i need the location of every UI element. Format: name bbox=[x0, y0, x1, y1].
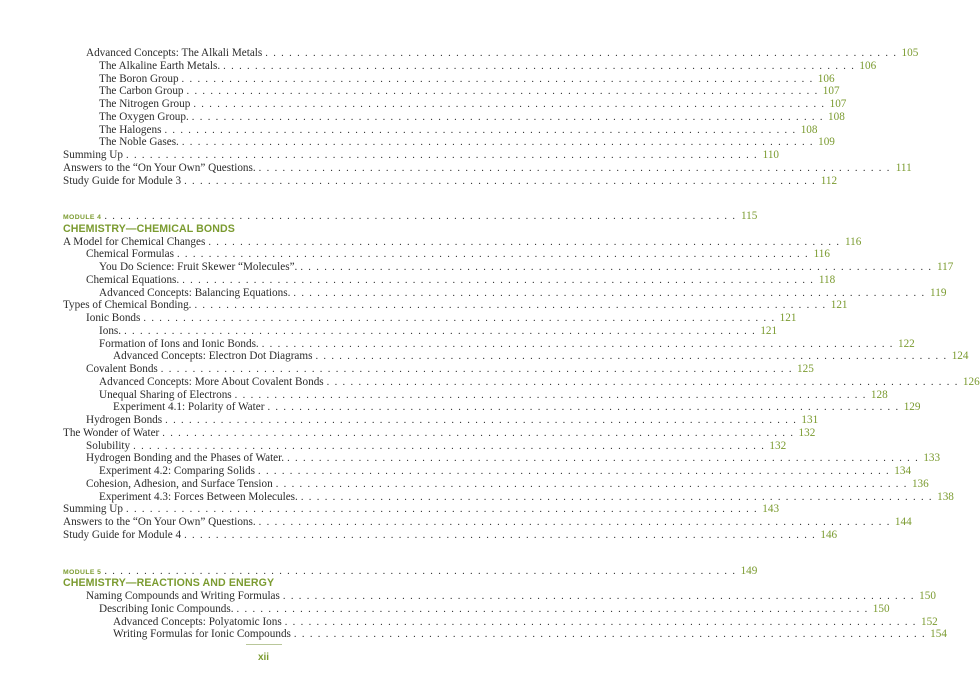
toc-page-number: 136 bbox=[911, 477, 929, 490]
toc-page-number: 150 bbox=[872, 602, 890, 615]
toc-entry-title: Advanced Concepts: Polyatomic Ions bbox=[113, 615, 282, 628]
toc-entry-title: Summing Up bbox=[63, 503, 123, 516]
toc-page-number: 154 bbox=[930, 628, 947, 641]
toc-page-number: 133 bbox=[923, 452, 941, 465]
dot-leader: . . . . . . . . . . . . . . . . . . . . . . . . . . . . . . . . . . . . . . . . . . . . . . . . . . . . . . . . . . . . . . . . . . . . . . . . . . . . . . . . bbox=[282, 591, 915, 603]
dot-leader: . . . . . . . . . . . . . . . . . . . . . . . . . . . . . . . . . . . . . . . . . . . . . . . . . . . . . . . . . . . . . . . . . . . . . . . . . . . . . . . . bbox=[287, 453, 920, 465]
dot-leader: . . . . . . . . . . . . . . . . . . . . . . . . . . . . . . . . . . . . . . . . . . . . . . . . . . . . . . . . . . . . . . . . . . . . . . . . . . . . . . . . bbox=[267, 402, 900, 414]
dot-leader: . . . . . . . . . . . . . . . . . . . . . . . . . . . . . . . . . . . . . . . . . . . . . . . . . . . . . . . . . . . . . . . . . . . . . . . . . . . . . . . . bbox=[261, 338, 894, 350]
toc-page-number: 116 bbox=[813, 248, 830, 261]
toc-page-number: 144 bbox=[894, 516, 912, 529]
toc-entry-title: Study Guide for Module 4 bbox=[63, 528, 182, 541]
dot-leader: . . . . . . . . . . . . . . . . . . . . . . . . . . . . . . . . . . . . . . . . . . . . . . . . . . . . . . . . . . . . . . . . . . . . . . . . . . . . . . . . bbox=[194, 300, 827, 312]
toc-entry-title: Writing Formulas for Ionic Compounds bbox=[113, 628, 291, 641]
dot-leader: . . . . . . . . . . . . . . . . . . . . . . . . . . . . . . . . . . . . . . . . . . . . . . . . . . . . . . . . . . . . . . . . . . . . . . . . . . . . . . . . bbox=[258, 517, 891, 529]
dot-leader: . . . . . . . . . . . . . . . . . . . . . . . . . . . . . . . . . . . . . . . . . . . . . . . . . . . . . . . . . . . . . . . . . . . . . . . . . . . . . . . . bbox=[223, 60, 856, 72]
toc-entry-title: Answers to the “On Your Own” Questions. bbox=[63, 516, 256, 529]
toc-entry-title: Advanced Concepts: Balancing Equations. bbox=[99, 286, 291, 299]
dot-leader: . . . . . . . . . . . . . . . . . . . . . . . . . . . . . . . . . . . . . . . . . . . . . . . . . . . . . . . . . . . . . . . . . . . . . . . . . . . . . . . . bbox=[284, 616, 917, 628]
toc-entry-title: The Noble Gases. bbox=[99, 136, 179, 149]
toc-entry-title: The Boron Group bbox=[99, 72, 179, 85]
dot-leader: . . . . . . . . . . . . . . . . . . . . . . . . . . . . . . . . . . . . . . . . . . . . . . . . . . . . . . . . . . . . . . . . . . . . . . . . . . . . . . . . bbox=[191, 111, 824, 123]
toc-entry-title: A Model for Chemical Changes bbox=[63, 235, 206, 248]
toc-entry-title: Naming Compounds and Writing Formulas bbox=[86, 590, 280, 603]
toc-entry-title: Experiment 4.1: Polarity of Water bbox=[113, 401, 265, 414]
toc-page-number: 118 bbox=[818, 273, 836, 286]
module-heading: CHEMISTRY—REACTIONS AND ENERGY bbox=[63, 577, 275, 590]
toc-entry-title: Types of Chemical Bonding. bbox=[63, 299, 192, 312]
toc-page-number: 121 bbox=[760, 324, 778, 337]
toc-entry-title: Experiment 4.3: Forces Between Molecules. bbox=[99, 490, 298, 503]
toc-page-number: 131 bbox=[801, 414, 819, 427]
toc-page-number: 110 bbox=[762, 149, 780, 161]
toc-page-number: 132 bbox=[798, 426, 816, 439]
toc-page-number: 121 bbox=[830, 299, 848, 312]
toc-page-number: 107 bbox=[822, 85, 840, 98]
dot-leader: . . . . . . . . . . . . . . . . . . . . . . . . . . . . . . . . . . . . . . . . . . . . . . . . . . . . . . . . . . . . . . . . . . . . . . . . . . . . . . . . bbox=[160, 364, 793, 376]
toc-entry-title: Advanced Concepts: The Alkali Metals bbox=[86, 47, 263, 59]
toc-entry-title: Solubility bbox=[86, 439, 131, 452]
toc-page-number: 111 bbox=[895, 161, 912, 174]
toc-page-number: 134 bbox=[894, 465, 912, 478]
toc-page-number: 125 bbox=[797, 363, 814, 376]
dot-leader: . . . . . . . . . . . . . . . . . . . . . . . . . . . . . . . . . . . . . . . . . . . . . . . . . . . . . . . . . . . . . . . . . . . . . . . . . . . . . . . . bbox=[104, 565, 737, 577]
dot-leader: . . . . . . . . . . . . . . . . . . . . . . . . . . . . . . . . . . . . . . . . . . . . . . . . . . . . . . . . . . . . . . . . . . . . . . . . . . . . . . . . bbox=[133, 440, 766, 452]
toc-page-number: 150 bbox=[919, 590, 936, 603]
toc-entry-title: The Nitrogen Group bbox=[99, 98, 191, 110]
dot-leader: . . . . . . . . . . . . . . . . . . . . . . . . . . . . . . . . . . . . . . . . . . . . . . . . . . . . . . . . . . . . . . . . . . . . . . . . . . . . . . . . bbox=[293, 629, 926, 641]
toc-page-number: 108 bbox=[800, 123, 818, 136]
toc-page-number: 106 bbox=[817, 72, 835, 85]
toc-page-number: 129 bbox=[903, 401, 921, 414]
dot-leader: . . . . . . . . . . . . . . . . . . . . . . . . . . . . . . . . . . . . . . . . . . . . . . . . . . . . . . . . . . . . . . . . . . . . . . . . . . . . . . . . bbox=[165, 415, 798, 427]
toc-page-number: 128 bbox=[870, 388, 888, 401]
page-number: xii bbox=[257, 652, 270, 663]
toc-entry-title: The Alkaline Earth Metals. bbox=[99, 59, 221, 72]
dot-leader: . . . . . . . . . . . . . . . . . . . . . . . . . . . . . . . . . . . . . . . . . . . . . . . . . . . . . . . . . . . . . . . . . . . . . . . . . . . . . . . . bbox=[234, 389, 867, 401]
dot-leader: . . . . . . . . . . . . . . . . . . . . . . . . . . . . . . . . . . . . . . . . . . . . . . . . . . . . . . . . . . . . . . . . . . . . . . . . . . . . . . . . bbox=[258, 162, 891, 174]
toc-entry-title: Study Guide for Module 3 bbox=[63, 174, 182, 187]
toc-entry-title: You Do Science: Fruit Skewer “Molecules”. bbox=[99, 261, 298, 274]
toc-page-number: 106 bbox=[859, 59, 877, 72]
toc-page-number: 107 bbox=[829, 98, 847, 110]
dot-leader: . . . . . . . . . . . . . . . . . . . . . . . . . . . . . . . . . . . . . . . . . . . . . . . . . . . . . . . . . . . . . . . . . . . . . . . . . . . . . . . . bbox=[164, 124, 797, 136]
toc-entry-title: Chemical Formulas bbox=[86, 248, 174, 261]
toc-page-number: 124 bbox=[951, 350, 969, 363]
toc-page-number: 143 bbox=[762, 503, 780, 516]
dot-leader: . . . . . . . . . . . . . . . . . . . . . . . . . . . . . . . . . . . . . . . . . . . . . . . . . . . . . . . . . . . . . . . . . . . . . . . . . . . . . . . . bbox=[181, 73, 814, 85]
toc-page-number: 146 bbox=[820, 528, 838, 541]
toc-page-number: 132 bbox=[769, 439, 787, 452]
dot-leader: . . . . . . . . . . . . . . . . . . . . . . . . . . . . . . . . . . . . . . . . . . . . . . . . . . . . . . . . . . . . . . . . . . . . . . . . . . . . . . . . bbox=[275, 478, 908, 490]
dot-leader: . . . . . . . . . . . . . . . . . . . . . . . . . . . . . . . . . . . . . . . . . . . . . . . . . . . . . . . . . . . . . . . . . . . . . . . . . . . . . . . . bbox=[143, 313, 776, 325]
dot-leader: . . . . . . . . . . . . . . . . . . . . . . . . . . . . . . . . . . . . . . . . . . . . . . . . . . . . . . . . . . . . . . . . . . . . . . . . . . . . . . . . bbox=[126, 150, 759, 161]
toc-page-number: 121 bbox=[779, 312, 797, 325]
toc-page-number: 122 bbox=[897, 337, 915, 350]
toc-entry bbox=[113, 627, 947, 641]
toc-entry-title: Describing Ionic Compounds. bbox=[99, 602, 234, 615]
dot-leader: . . . . . . . . . . . . . . . . . . . . . . . . . . . . . . . . . . . . . . . . . . . . . . . . . . . . . . . . . . . . . . . . . . . . . . . . . . . . . . . . bbox=[293, 287, 926, 299]
dot-leader: . . . . . . . . . . . . . . . . . . . . . . . . . . . . . . . . . . . . . . . . . . . . . . . . . . . . . . . . . . . . . . . . . . . . . . . . . . . . . . . . bbox=[193, 99, 826, 110]
toc-entry-title: Advanced Concepts: Electron Dot Diagrams bbox=[113, 350, 313, 363]
toc-entry-title: Ions. bbox=[99, 324, 122, 337]
toc-page-number: 105 bbox=[901, 47, 919, 59]
dot-leader: . . . . . . . . . . . . . . . . . . . . . . . . . . . . . . . . . . . . . . . . . . . . . . . . . . . . . . . . . . . . . . . . . . . . . . . . . . . . . . . . bbox=[104, 211, 737, 223]
toc-page-number: 108 bbox=[828, 110, 845, 123]
toc-entry-title: Advanced Concepts: More About Covalent Bonds bbox=[99, 375, 324, 388]
toc-entry-title: Chemical Equations. bbox=[86, 273, 180, 286]
toc-entry-title: Ionic Bonds bbox=[86, 312, 141, 325]
dot-leader: . . . . . . . . . . . . . . . . . . . . . . . . . . . . . . . . . . . . . . . . . . . . . . . . . . . . . . . . . . . . . . . . . . . . . . . . . . . . . . . . bbox=[162, 427, 795, 439]
dot-leader: . . . . . . . . . . . . . . . . . . . . . . . . . . . . . . . . . . . . . . . . . . . . . . . . . . . . . . . . . . . . . . . . . . . . . . . . . . . . . . . . bbox=[265, 48, 898, 59]
dot-leader: . . . . . . . . . . . . . . . . . . . . . . . . . . . . . . . . . . . . . . . . . . . . . . . . . . . . . . . . . . . . . . . . . . . . . . . . . . . . . . . . bbox=[236, 603, 869, 615]
toc-entry-title: The Carbon Group bbox=[99, 85, 184, 98]
dot-leader: . . . . . . . . . . . . . . . . . . . . . . . . . . . . . . . . . . . . . . . . . . . . . . . . . . . . . . . . . . . . . . . . . . . . . . . . . . . . . . . . bbox=[315, 351, 948, 363]
module-label: MODULE 4 bbox=[63, 214, 102, 222]
dot-leader: . . . . . . . . . . . . . . . . . . . . . . . . . . . . . . . . . . . . . . . . . . . . . . . . . . . . . . . . . . . . . . . . . . . . . . . . . . . . . . . . bbox=[126, 504, 759, 516]
dot-leader: . . . . . . . . . . . . . . . . . . . . . . . . . . . . . . . . . . . . . . . . . . . . . . . . . . . . . . . . . . . . . . . . . . . . . . . . . . . . . . . . bbox=[184, 529, 817, 541]
toc-page-number: 115 bbox=[740, 210, 758, 223]
toc-page-number: 138 bbox=[937, 490, 954, 503]
toc-entry-title: Cohesion, Adhesion, and Surface Tension bbox=[86, 477, 273, 490]
toc-page-number: 152 bbox=[920, 615, 938, 628]
toc-entry-title: Unequal Sharing of Electrons bbox=[99, 388, 232, 401]
toc-page-number: 149 bbox=[740, 564, 758, 577]
toc-entry-title: Experiment 4.2: Comparing Solids bbox=[99, 465, 255, 478]
dot-leader: . . . . . . . . . . . . . . . . . . . . . . . . . . . . . . . . . . . . . . . . . . . . . . . . . . . . . . . . . . . . . . . . . . . . . . . . . . . . . . . . bbox=[181, 137, 814, 149]
toc-page-number: 112 bbox=[820, 174, 838, 187]
toc-entry-title: Formation of Ions and Ionic Bonds. bbox=[99, 337, 259, 350]
dot-leader: . . . . . . . . . . . . . . . . . . . . . . . . . . . . . . . . . . . . . . . . . . . . . . . . . . . . . . . . . . . . . . . . . . . . . . . . . . . . . . . . bbox=[124, 325, 757, 337]
toc-page-number: 116 bbox=[844, 235, 862, 248]
dot-leader: . . . . . . . . . . . . . . . . . . . . . . . . . . . . . . . . . . . . . . . . . . . . . . . . . . . . . . . . . . . . . . . . . . . . . . . . . . . . . . . . bbox=[258, 466, 891, 478]
dot-leader: . . . . . . . . . . . . . . . . . . . . . . . . . . . . . . . . . . . . . . . . . . . . . . . . . . . . . . . . . . . . . . . . . . . . . . . . . . . . . . . . bbox=[176, 249, 809, 261]
module-label: MODULE 5 bbox=[63, 568, 102, 576]
dot-leader: . . . . . . . . . . . . . . . . . . . . . . . . . . . . . . . . . . . . . . . . . . . . . . . . . . . . . . . . . . . . . . . . . . . . . . . . . . . . . . . . bbox=[186, 86, 819, 98]
toc-entry-title: The Wonder of Water bbox=[63, 426, 160, 439]
toc-entry-title: Hydrogen Bonding and the Phases of Water. bbox=[86, 452, 285, 465]
footer-rule bbox=[246, 644, 282, 645]
dot-leader: . . . . . . . . . . . . . . . . . . . . . . . . . . . . . . . . . . . . . . . . . . . . . . . . . . . . . . . . . . . . . . . . . . . . . . . . . . . . . . . . bbox=[300, 262, 933, 274]
toc-entry-title: Covalent Bonds bbox=[86, 363, 158, 376]
toc-entry-title: Hydrogen Bonds bbox=[86, 414, 163, 427]
toc-entry-title: Summing Up bbox=[63, 149, 123, 161]
toc-entry-title: The Oxygen Group. bbox=[99, 110, 189, 123]
module-heading: CHEMISTRY—CHEMICAL BONDS bbox=[63, 222, 235, 235]
dot-leader: . . . . . . . . . . . . . . . . . . . . . . . . . . . . . . . . . . . . . . . . . . . . . . . . . . . . . . . . . . . . . . . . . . . . . . . . . . . . . . . . bbox=[184, 175, 817, 187]
dot-leader: . . . . . . . . . . . . . . . . . . . . . . . . . . . . . . . . . . . . . . . . . . . . . . . . . . . . . . . . . . . . . . . . . . . . . . . . . . . . . . . . bbox=[182, 274, 815, 286]
toc-page-number: 117 bbox=[937, 261, 954, 274]
toc-entry-title: Answers to the “On Your Own” Questions. bbox=[63, 161, 256, 174]
dot-leader: . . . . . . . . . . . . . . . . . . . . . . . . . . . . . . . . . . . . . . . . . . . . . . . . . . . . . . . . . . . . . . . . . . . . . . . . . . . . . . . . bbox=[300, 491, 933, 503]
toc-page-number: 126 bbox=[962, 375, 980, 388]
toc-page-number: 109 bbox=[818, 136, 835, 149]
dot-leader: . . . . . . . . . . . . . . . . . . . . . . . . . . . . . . . . . . . . . . . . . . . . . . . . . . . . . . . . . . . . . . . . . . . . . . . . . . . . . . . . bbox=[208, 236, 841, 248]
toc-page-number: 119 bbox=[930, 286, 947, 299]
toc-entry bbox=[63, 174, 838, 188]
toc-entry bbox=[63, 528, 838, 542]
dot-leader: . . . . . . . . . . . . . . . . . . . . . . . . . . . . . . . . . . . . . . . . . . . . . . . . . . . . . . . . . . . . . . . . . . . . . . . . . . . . . . . . bbox=[326, 376, 959, 388]
toc-entry-title: The Halogens bbox=[99, 123, 162, 136]
